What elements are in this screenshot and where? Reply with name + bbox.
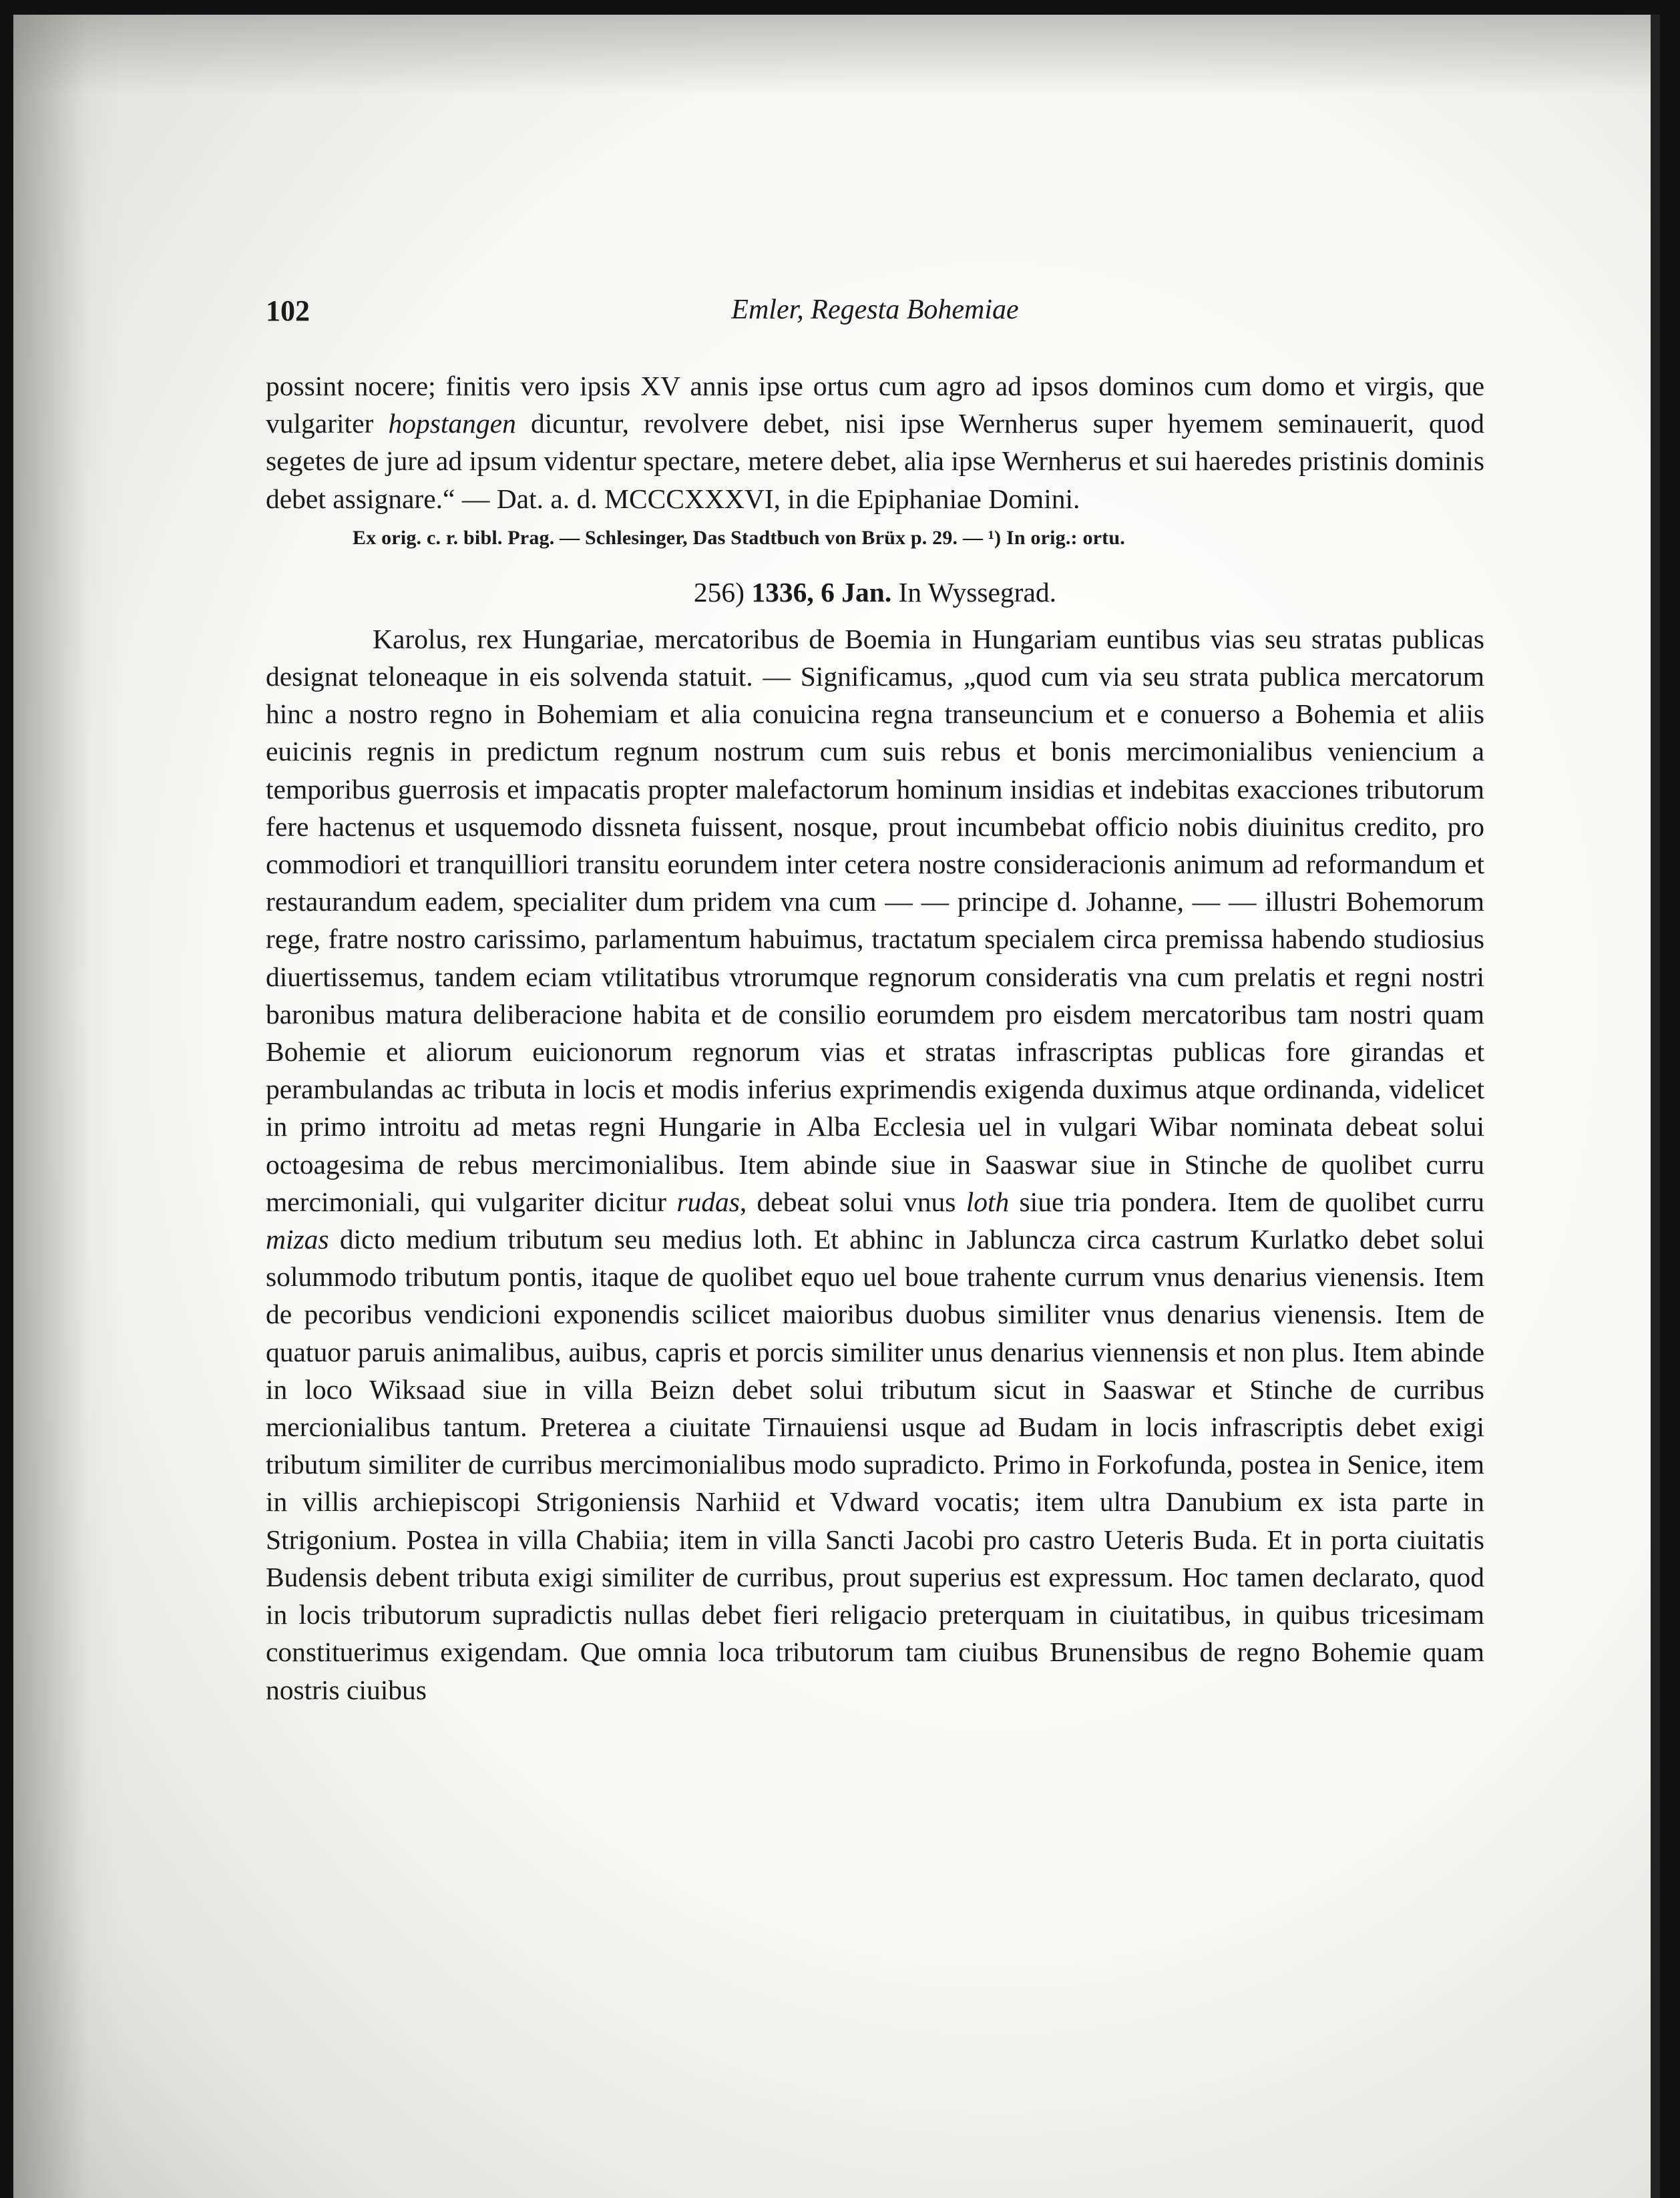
previous-document-text — [266, 367, 1484, 517]
italic-loth: loth — [966, 1186, 1010, 1217]
italic-rudas: rudas — [676, 1186, 740, 1217]
prev-italic-term: hopstangen — [388, 408, 516, 439]
doc-text-part-3: siue tria pondera. Item de quolibet curru — [1019, 1186, 1485, 1217]
document-heading — [266, 574, 1484, 611]
doc-text-part-1: Karolus, rex Hungariae, mercatoribus de Boemia in Hungariam euntibus vias seu stratas publicas designat teloneaque in eis solvenda statuit. — Significamus, „quod cum via seu strata publica mercatorum hinc a nostro regno in Bohemiam et alia conuicina regna transeuncium et e conuerso a Bohemia et aliis euicinis regnis in predictum regnum nostrum cum suis rebus et bonis mercimonialibus veniencium a temporibus guerrosis et impacatis propter malefactorum hominum insidias et indebitas exacciones tributorum fere hactenus et usquemodo dissneta fuissent, nosque, prout incumbebat officio nobis diuinitus credito, pro commodiori et tranquilliori transitu eorundem inter cetera nostre consideracionis animum ad reformandum et restaurandum eadem, specialiter dum pridem vna cum — — principe d. Johanne, — — illustri Bohemorum rege, fratre nostro carissimo, parlamentum habuimus, tractatum specialem circa premissa habendo studiosius diuertissemus, tandem eciam vtilitatibus vtrorumque regnorum consideratis vna cum prelatis et regni nostri baronibus matura deliberacione habita et de consilio eorumdem pro eisdem mercatoribus tam nostri quam Bohemie et aliorum euicionorum regnorum vias et stratas infrascriptas publicas fore girandas et perambulandas ac tributa in locis et modis inferius exprimendis exigenda duximus atque ordinanda, videlicet in primo introitu ad metas regni Hungarie in Alba Ecclesia uel in vulgari Wibar nominata debeat solui octoagesima de rebus mercimonialibus. Item abinde siue in Saaswar siue in Stinche de quolibet curru mercimoniali, qui vulgariter dicitur — [266, 623, 1484, 1217]
document-number: 256) — [693, 576, 745, 608]
document-text — [266, 620, 1484, 1709]
source-footnote: Ex orig. c. r. bibl. Prag. — Schlesinger, Das Stadtbuch von Brüx p. 29. — ¹) In orig.: ortu. — [353, 526, 1125, 549]
prev-text-part-1: possint nocere; finitis vero ipsis XV annis ipse ortus cum agro ad ipsos dominos cum domo et virgis, que vulgariter — [266, 371, 1484, 439]
page-header — [266, 294, 1484, 334]
running-title: Emler, Regesta Bohemiae — [731, 294, 1019, 325]
scanned-page — [13, 15, 1660, 2198]
page-number: 102 — [266, 294, 310, 327]
italic-mizas: mizas — [266, 1224, 329, 1255]
document-place: In Wyssegrad. — [898, 576, 1057, 608]
doc-text-part-2: , debeat solui vnus — [739, 1186, 956, 1217]
document-date: 1336, 6 Jan. — [751, 576, 892, 608]
doc-text-part-4: dicto medium tributum seu medius loth. Et abhinc in Jabluncza circa castrum Kurlatko debet solui solummodo tributum pontis, itaque de quolibet equo uel boue trahente currum vnus denarius vienensis. Item de pecoribus vendicioni exponendis scilicet maioribus duobus similiter vnus denarius vienensis. Item de quatuor paruis animalibus, auibus, capris et porcis similiter unus denarius viennensis et non plus. Item abinde in loco Wiksaad siue in villa Beizn debet solui tributum sicut in Saaswar et Stinche de curribus mercionialibus tantum. Preterea a ciuitate Tirnauiensi usque ad Budam in locis infrascriptis debet exigi tributum similiter de curribus mercimonialibus modo supradicto. Primo in Forkofunda, postea in Senice, item in villis archiepiscopi Strigoniensis Narhiid et Vdward vocatis; item ultra Danubium ex ista parte in Strigonium. Postea in villa Chabiia; item in villa Sancti Jacobi pro castro Ueteris Buda. Et in porta ciuitatis Budensis debent tributa exigi similiter de curribus, prout superius est expressum. Hoc tamen declarato, quod in locis tributorum supradictis nullas debet fieri religacio preterquam in ciuitatibus, in quibus tricesimam constituerimus exigendam. Que omnia loca tributorum tam ciuibus Brunensibus de regno Bohemie quam nostris ciuibus — [266, 1224, 1484, 1705]
page-body — [266, 367, 1484, 1709]
prev-text-part-2: dicuntur, revolvere debet, nisi ipse Wernherus super hyemem seminauerit, quod segetes de jure ad ipsum videntur spectare, metere debet, alia ipse Wernherus et sui haeredes pristinis dominis debet assignare.“ — Dat. a. d. MCCCXXXVI, in die Epiphaniae Domini. — [266, 408, 1484, 514]
